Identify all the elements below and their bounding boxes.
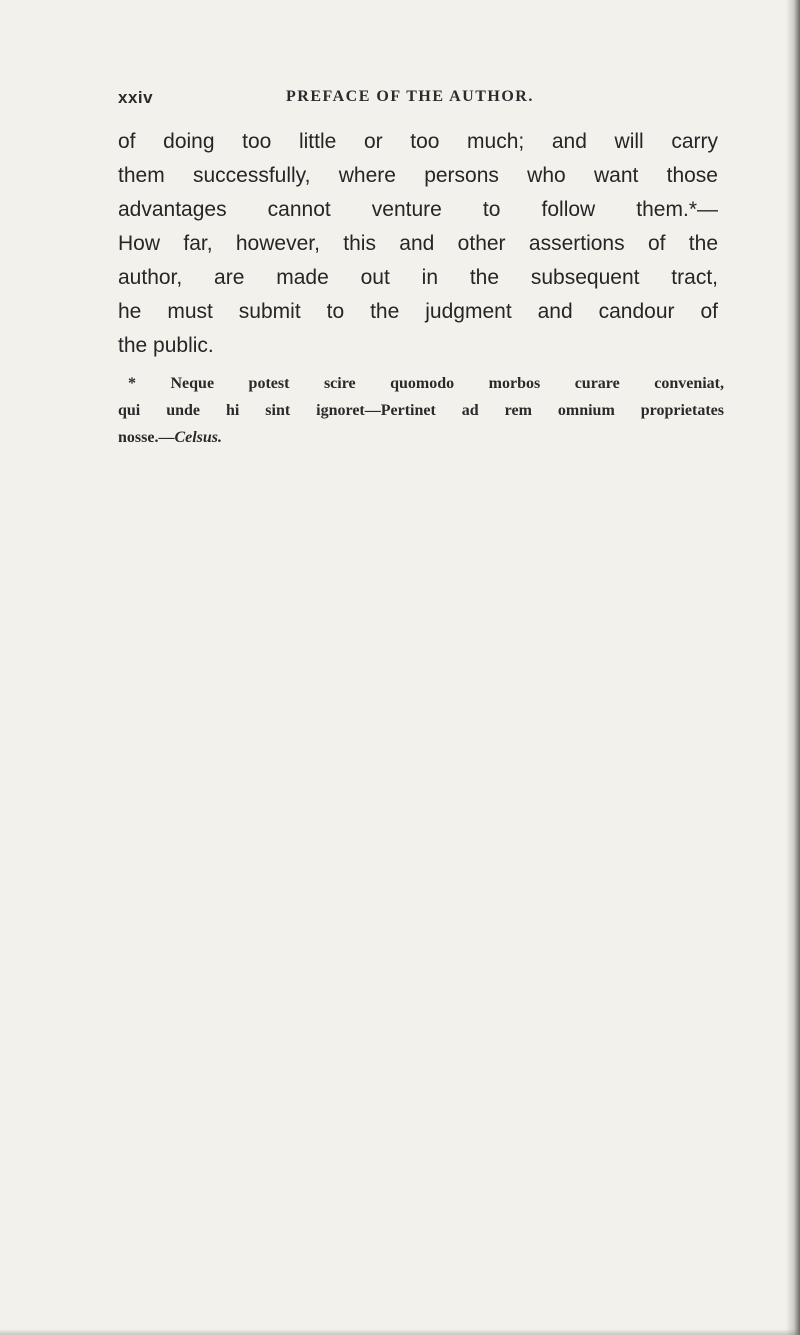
body-line: the public. — [118, 334, 214, 357]
page-bottom-shadow — [0, 1329, 800, 1335]
body-paragraph — [118, 125, 718, 363]
running-head-title: PREFACE OF THE AUTHOR. — [286, 88, 534, 105]
running-head — [118, 88, 718, 116]
body-line: advantages cannot venture to follow them.*— — [118, 198, 718, 221]
body-line: them successfully, where persons who want those — [118, 164, 718, 187]
page-edge-shadow — [786, 0, 800, 1335]
body-line: author, are made out in the subsequent tract, — [118, 266, 718, 289]
footnote-line: qui unde hi sint ignoret—Pertinet ad rem omnium proprietates — [118, 402, 724, 419]
footnote-line: * Neque potest scire quomodo morbos curare conveniat, — [128, 375, 724, 392]
body-line: he must submit to the judgment and candour of — [118, 300, 718, 323]
footnote-source: Celsus. — [174, 429, 223, 446]
footnote-line — [118, 424, 724, 451]
body-line: How far, however, this and other assertions of the — [118, 232, 718, 255]
page-number: xxiv — [118, 88, 154, 107]
footnote-text: nosse.— — [118, 429, 175, 446]
body-line: of doing too little or too much; and will carry — [118, 130, 718, 153]
footnote — [118, 370, 724, 451]
